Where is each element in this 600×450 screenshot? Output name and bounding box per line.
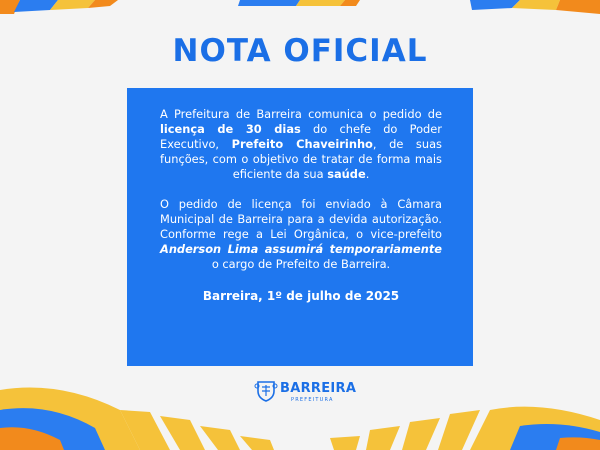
p2-text-1: O pedido de licença foi enviado à Câmara Municipal de Barreira para a devida autorização. Conforme rege a Lei Orgânica, o vice-prefeito [160,197,442,241]
p1-bold-license: licença de 30 dias [160,122,301,136]
p1-text-1: A Prefeitura de Barreira comunica o pedido de [160,107,442,121]
logo-name: BARREIRA [280,381,357,396]
p2-text-2: o cargo de Prefeito de Barreira. [211,257,391,271]
p1-text-3: , de suas funções, com o objetivo de tratar de forma mais eficiente da sua [160,137,442,181]
notice-signoff: Barreira, 1º de julho de 2025 [202,289,400,303]
page-title: NOTA OFICIAL [172,33,428,69]
notice-paragraph-1 [160,107,442,182]
top-decorative-band [0,0,600,22]
p2-bold-vice-mayor: Anderson Lima assumirá temporariamente [160,242,442,256]
city-crest-icon [254,378,278,402]
barreira-logo [254,378,357,404]
p1-text-4: . [365,167,370,181]
p1-text-2: do chefe do Poder Executivo, [160,122,442,151]
p1-bold-mayor: Prefeito Chaveirinho [231,137,373,151]
notice-box [127,88,473,366]
p1-bold-health: saúde [327,167,366,181]
notice-paragraph-2 [160,197,442,272]
logo-subtitle: PREFEITURA [291,397,334,403]
